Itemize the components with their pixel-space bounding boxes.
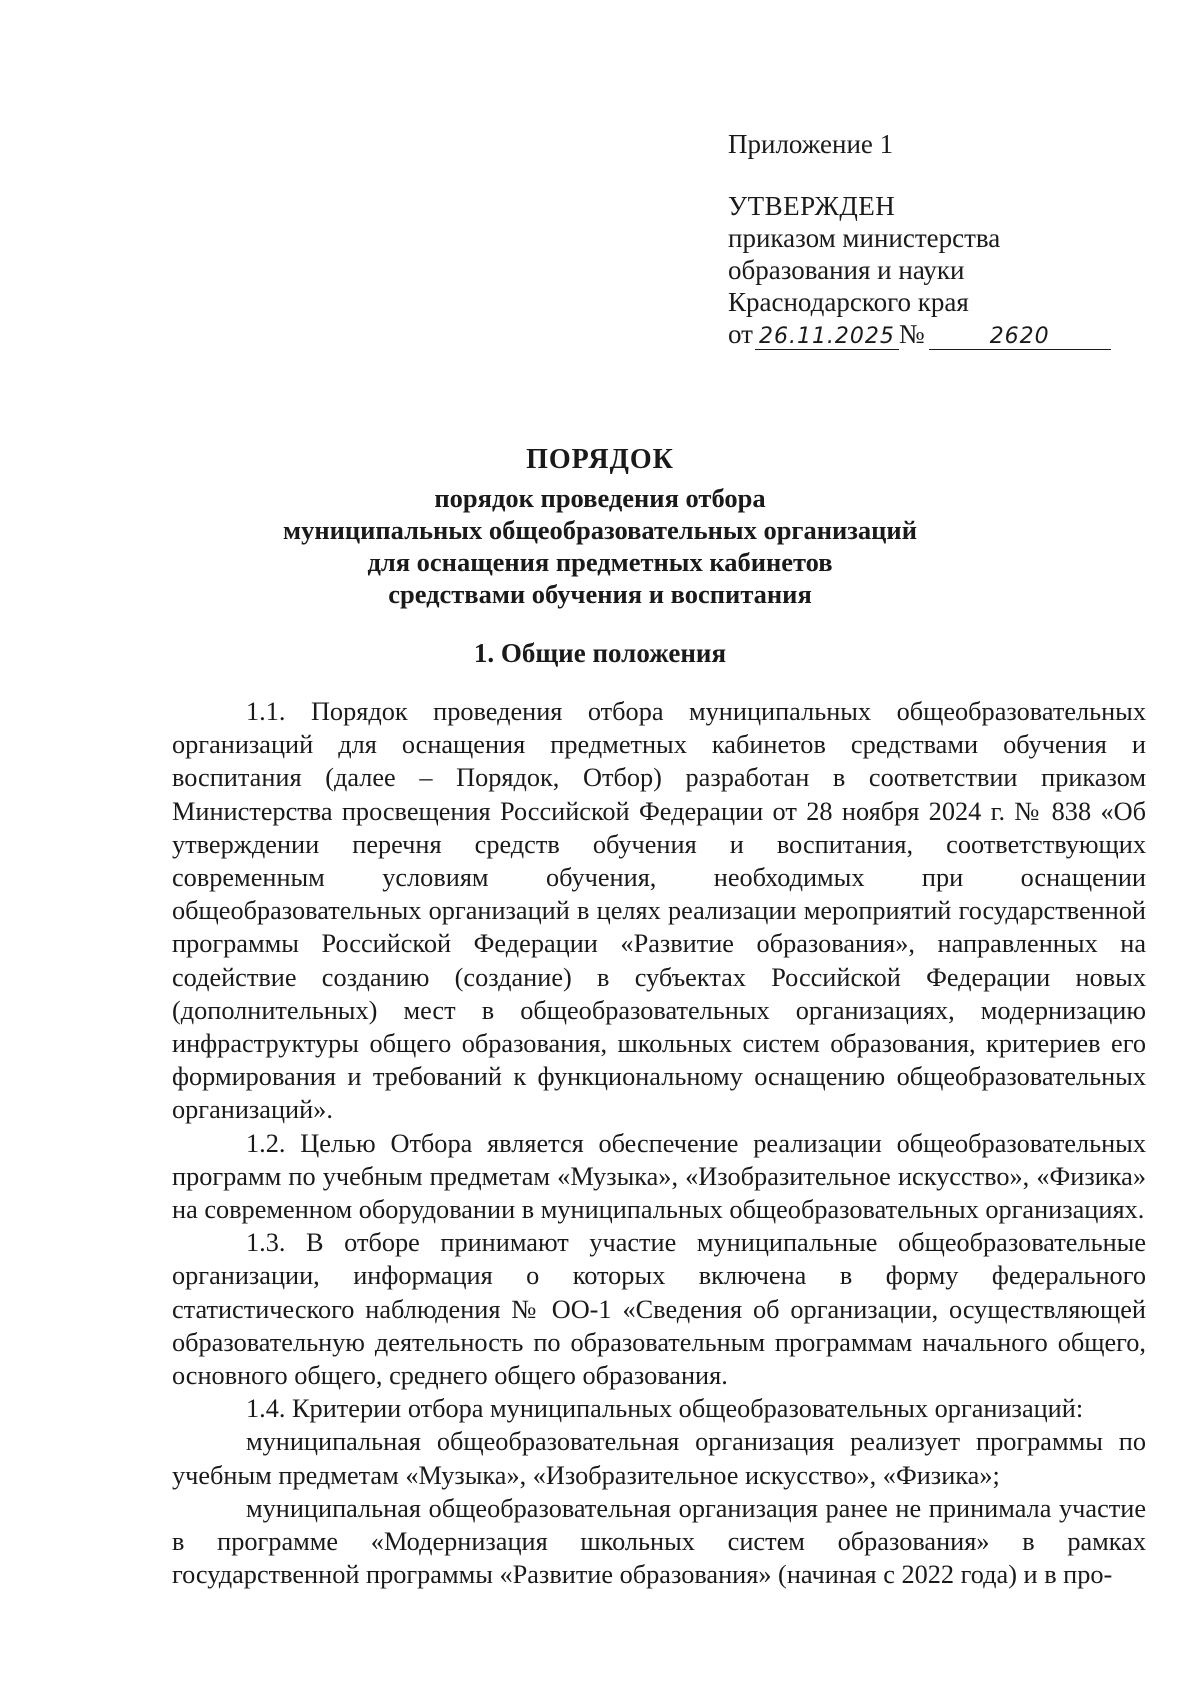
- appendix-label: Приложение 1: [728, 129, 894, 159]
- section-heading: 1. Общие положения: [473, 638, 727, 668]
- document-title: [100, 444, 1100, 610]
- title-line: для оснащения предметных кабинетов: [367, 547, 833, 577]
- paragraph-1-2: 1.2. Целью Отбора является обеспечение реализации общеобразовательных программ по учебным предметам «Музыка», «Изобразительное искусство», «Физика» на современном оборудовании в муниципальных общеобразовательных организациях.: [172, 1128, 1146, 1225]
- paragraph-1-1: 1.1. Порядок проведения отбора муниципальных общеобразовательных организаций для оснащения предметных кабинетов средствами обучения и воспитания (далее – Порядок, Отбор) разработан в соответствии приказом Министерства просвещения Российской Федерации от 28 ноября 2024 г. № 838 «Об утверждении перечня средств обучения и воспитания, соответствующих современным условиям обучения, необходимых при оснащении общеобразовательных организаций в целях реализации мероприятий государственной программы Российской Федерации «Развитие образования», направленных на содействие созданию (создание) в субъектах Российской Федерации новых (дополнительных) мест в общеобразовательных организациях, модернизацию инфраструктуры общего образования, школьных систем образования, критериев его формирования и требований к функциональному оснащению общеобразовательных организаций».: [172, 697, 1146, 1125]
- paragraph-1-4: 1.4. Критерии отбора муниципальных общеобразовательных организаций:: [246, 1394, 1084, 1424]
- title-line: средствами обучения и воспитания: [388, 579, 812, 609]
- handwritten-date: 26.11.2025: [755, 325, 899, 350]
- number-label: №: [898, 319, 925, 349]
- title-line: муниципальных общеобразовательных организаций: [283, 515, 917, 545]
- order-date-line: [728, 318, 1111, 350]
- title-line: порядок проведения отбора: [434, 483, 766, 513]
- approval-line: приказом министерства: [728, 223, 1001, 253]
- handwritten-order-number: 2620: [929, 325, 1111, 350]
- criterion-item: муниципальная общеобразовательная организация реализует программы по учебным предметам «Музыка», «Изобразительное искусство», «Физика»;: [172, 1427, 1146, 1490]
- main-title: ПОРЯДОК: [526, 444, 674, 475]
- approval-line: Краснодарского края: [728, 287, 969, 317]
- criterion-item: муниципальная общеобразовательная организация ранее не принимала участие в программе «Модернизация школьных систем образования» в рамках государственной программы «Развитие образования» (начиная с 2022 года) и в про-: [172, 1493, 1146, 1590]
- section-body: [172, 695, 1146, 1591]
- paragraph-1-3: 1.3. В отборе принимают участие муниципальные общеобразовательные организации, информация о которых включена в форму федерального статистического наблюдения № ОО-1 «Сведения об организации, осуществляющей образовательную деятельность по образовательным программам начального общего, основного общего, среднего общего образования.: [172, 1228, 1146, 1391]
- approval-line: образования и науки: [728, 255, 965, 285]
- date-prefix: от: [728, 319, 753, 349]
- approval-block: [728, 128, 1111, 350]
- approved-label: УТВЕРЖДЕН: [728, 191, 896, 221]
